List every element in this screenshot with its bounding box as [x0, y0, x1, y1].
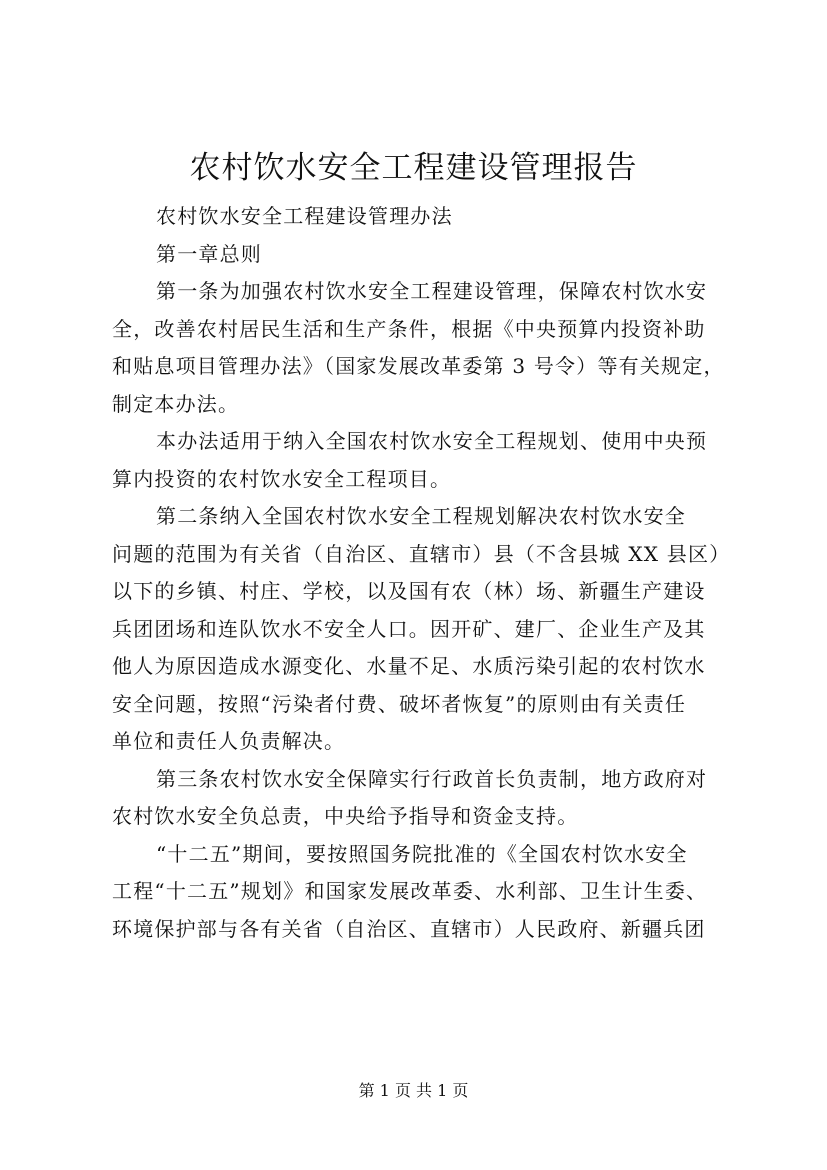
subtitle-line: 农村饮水安全工程建设管理办法 — [156, 204, 453, 228]
paragraph-line: 单位和责任人负责解决。 — [112, 729, 346, 753]
paragraph-line: 和贴息项目管理办法》（国家发展改革委第 3 号令）等有关规定， — [112, 354, 725, 378]
page-number-footer: 第 1 页 共 1 页 — [358, 1081, 469, 1100]
paragraph-line: 算内投资的农村饮水安全工程项目。 — [112, 466, 452, 491]
paragraph-line: 兵团团场和连队饮水不安全人口。因开矿、建厂、企业生产及其 — [112, 616, 706, 641]
chapter-heading: 第一章总则 — [156, 241, 262, 266]
paragraph-line: 本办法适用于纳入全国农村饮水安全工程规划、使用中央预 — [156, 429, 708, 453]
paragraph-line: 他人为原因造成水源变化、水量不足、水质污染引起的农村饮水 — [112, 654, 706, 678]
paragraph-line: 问题的范围为有关省（自治区、直辖市）县（不含县城 XX 县区） — [112, 541, 731, 566]
document-body — [112, 198, 731, 948]
document-title: 农村饮水安全工程建设管理报告 — [189, 150, 638, 186]
paragraph-line: 第二条纳入全国农村饮水安全工程规划解决农村饮水安全 — [156, 504, 686, 528]
paragraph-line: 安全问题，按照“污染者付费、破坏者恢复”的原则由有关责任 — [112, 691, 687, 716]
paragraph-line: 制定本办法。 — [112, 391, 240, 416]
paragraph-line: 农村饮水安全负总责，中央给予指导和资金支持。 — [112, 804, 579, 828]
paragraph-line: 全，改善农村居民生活和生产条件，根据《中央预算内投资补助 — [112, 316, 706, 341]
paragraph-line: 以下的乡镇、村庄、学校，以及国有农（林）场、新疆生产建设 — [112, 579, 706, 603]
paragraph-line: 第三条农村饮水安全保障实行行政首长负责制，地方政府对 — [156, 766, 708, 791]
paragraph-line: 第一条为加强农村饮水安全工程建设管理，保障农村饮水安 — [156, 279, 708, 303]
paragraph-line: 工程“十二五”规划》和国家发展改革委、水利部、卫生计生委、 — [112, 879, 708, 903]
paragraph-line: 环境保护部与各有关省（自治区、直辖市）人民政府、新疆兵团 — [112, 916, 706, 941]
paragraph-line: “十二五”期间，要按照国务院批准的《全国农村饮水安全 — [156, 841, 688, 866]
